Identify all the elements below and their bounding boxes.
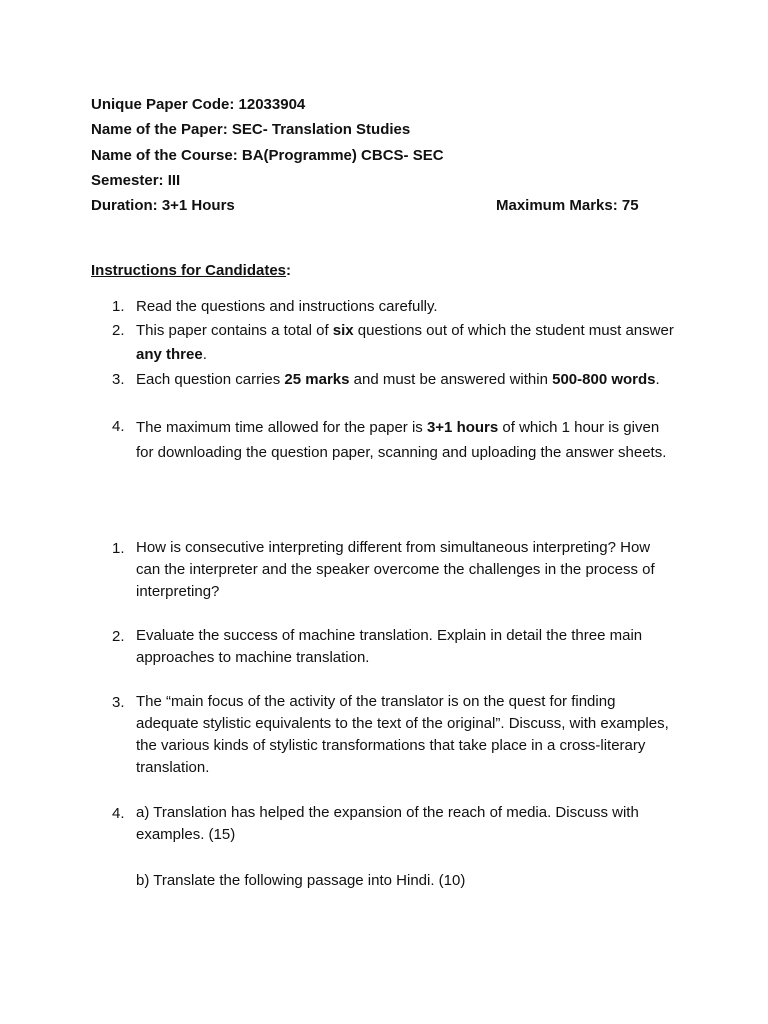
- instruction-text: and must be answered within: [349, 371, 553, 388]
- instruction-text: Each question carries: [136, 371, 285, 388]
- instruction-text: .: [655, 371, 660, 388]
- instruction-emphasis: any three: [136, 346, 203, 363]
- instructions-heading-text: Instructions for Candidates: [91, 262, 287, 279]
- semester: Semester: III: [91, 172, 181, 189]
- instruction-emphasis: six: [332, 322, 354, 339]
- instruction-text: .: [202, 346, 207, 363]
- maximum-marks: Maximum Marks: 75: [496, 197, 639, 214]
- instruction-emphasis: 500-800 words: [552, 371, 656, 388]
- course-name: Name of the Course: BA(Programme) CBCS- SEC: [91, 147, 444, 164]
- instruction-item-1: [136, 295, 676, 319]
- instruction-item-4: [136, 415, 676, 465]
- question-2: Evaluate the success of machine translation. Explain in detail the three main approaches to machine translation.: [136, 627, 643, 666]
- question-number: 4.: [112, 805, 125, 822]
- instruction-number: 1.: [112, 298, 125, 315]
- question-4a: a) Translation has helped the expansion of the reach of media. Discuss with examples. (15): [136, 804, 639, 843]
- instructions-heading-colon: :: [286, 262, 292, 279]
- instruction-emphasis: 3+1 hours: [426, 419, 499, 436]
- question-number: 3.: [112, 694, 125, 711]
- question-1: How is consecutive interpreting different from simultaneous interpreting? How can the interpreter and the speaker overcome the challenges in the process of interpreting?: [136, 539, 655, 600]
- question-number: 1.: [112, 540, 125, 557]
- instruction-text: Read the questions and instructions carefully.: [136, 298, 438, 315]
- instruction-number: 4.: [112, 418, 125, 435]
- instruction-text: The maximum time allowed for the paper is: [136, 419, 427, 436]
- question-3: The “main focus of the activity of the translator is on the quest for finding adequate stylistic equivalents to the text of the original”. Discuss, with examples, the various kinds of stylistic transformations that take place in a cross-literary translation.: [136, 693, 669, 776]
- instructions-heading: [91, 262, 291, 280]
- paper-code: Unique Paper Code: 12033904: [91, 96, 306, 113]
- instruction-emphasis: 25 marks: [284, 371, 350, 388]
- instruction-item-2: [136, 319, 676, 367]
- question-number: 2.: [112, 628, 125, 645]
- instruction-text: of which 1 hour is given for downloading the question paper, scanning and uploading the answer sheets.: [136, 419, 667, 461]
- instruction-text: questions out of which the student must answer: [353, 322, 674, 339]
- instruction-number: 2.: [112, 322, 125, 339]
- paper-name: Name of the Paper: SEC- Translation Studies: [91, 121, 411, 138]
- duration: Duration: 3+1 Hours: [91, 197, 235, 214]
- instruction-item-3: [136, 368, 676, 392]
- instruction-number: 3.: [112, 371, 125, 388]
- question-4b: b) Translate the following passage into Hindi. (10): [136, 872, 466, 889]
- instruction-text: This paper contains a total of: [136, 322, 333, 339]
